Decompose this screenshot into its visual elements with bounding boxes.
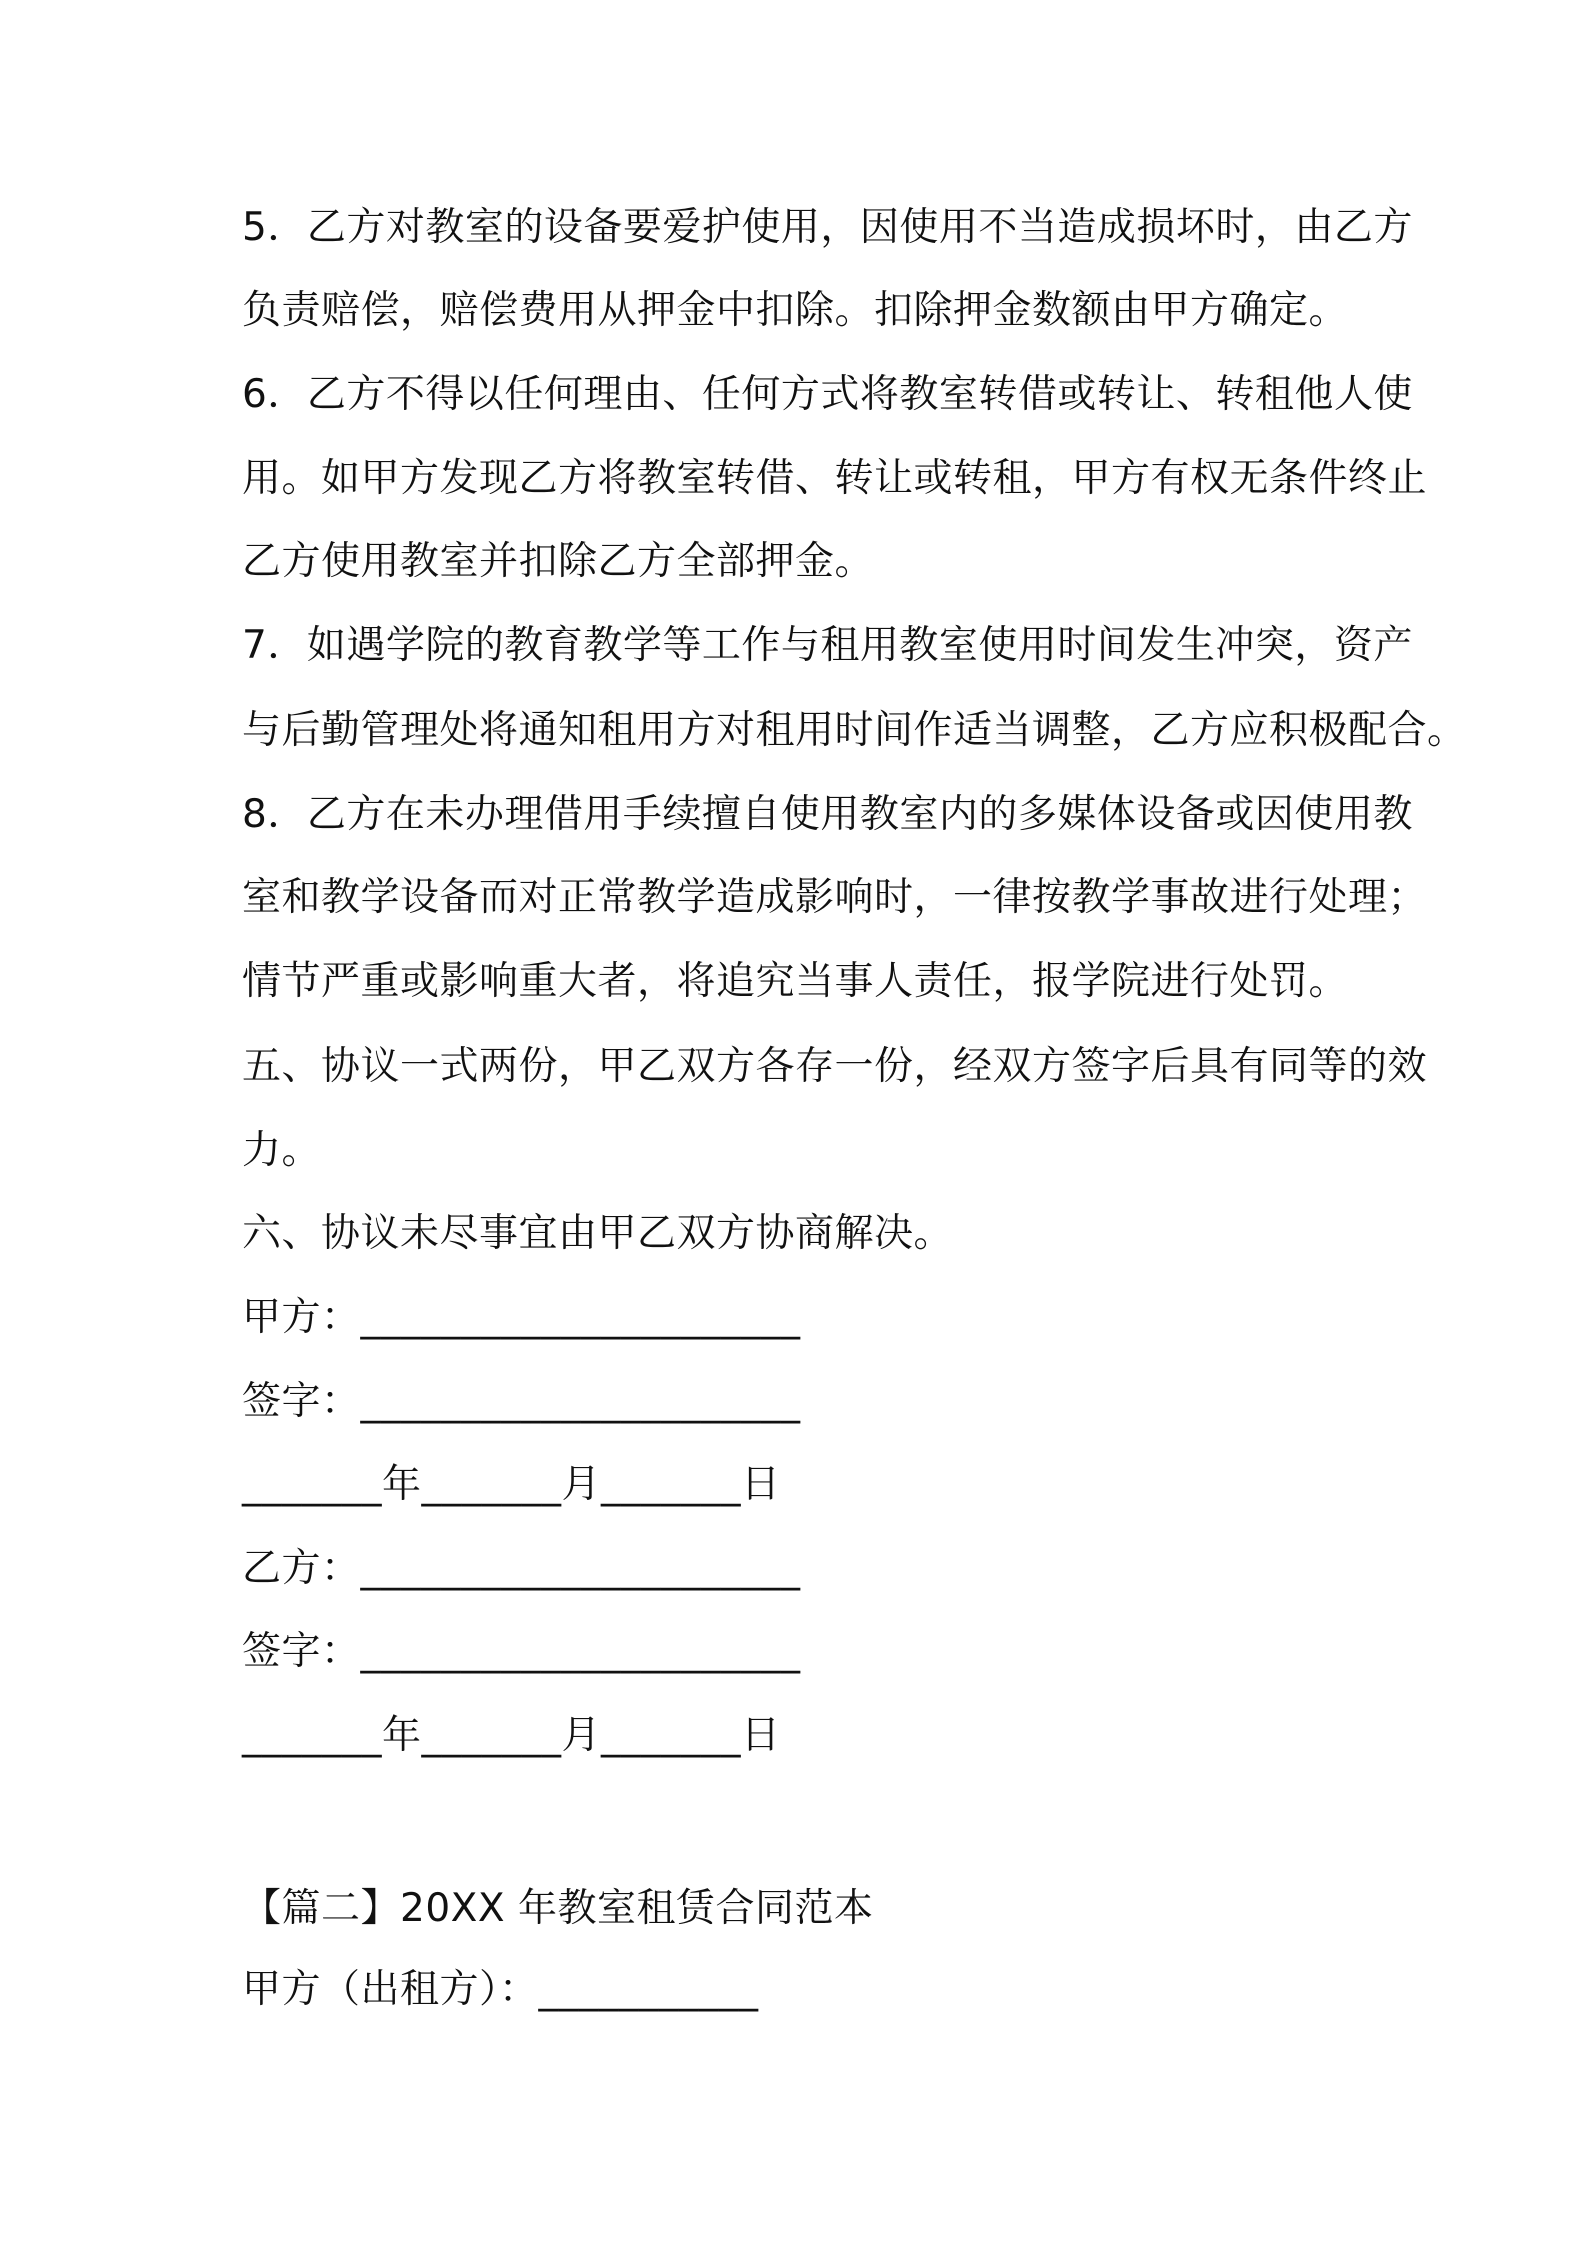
party-b-date-field: _______年_______月_______日: [242, 1713, 781, 1758]
paragraph-line: 5．乙方对教室的设备要爱护使用，因使用不当造成损坏时，由乙方: [242, 205, 1413, 250]
paragraph-line: 力。: [242, 1128, 322, 1173]
party-b-field: 乙方：______________________: [242, 1546, 801, 1591]
paragraph-line: 用。如甲方发现乙方将教室转借、转让或转租，甲方有权无条件终止: [242, 456, 1428, 501]
paragraph-line: 六、协议未尽事宜由甲乙双方协商解决。: [242, 1211, 954, 1256]
paragraph-line: 8．乙方在未办理借用手续擅自使用教室内的多媒体设备或因使用教: [242, 792, 1413, 837]
paragraph-line: 7．如遇学院的教育教学等工作与租用教室使用时间发生冲突，资产: [242, 623, 1413, 668]
paragraph-line: 情节严重或影响重大者，将追究当事人责任，报学院进行处罚。: [242, 959, 1349, 1004]
paragraph-line: 乙方使用教室并扣除乙方全部押金。: [242, 539, 875, 584]
lessor-field: 甲方（出租方）：___________: [242, 1967, 759, 2012]
paragraph-line: 五、协议一式两份，甲乙双方各存一份，经双方签字后具有同等的效: [242, 1044, 1428, 1089]
section-title: 【篇二】20XX 年教室租赁合同范本: [242, 1886, 874, 1931]
party-a-signature-field: 签字：______________________: [242, 1379, 801, 1424]
paragraph-line: 6．乙方不得以任何理由、任何方式将教室转借或转让、转租他人使: [242, 372, 1413, 417]
paragraph-line: 与后勤管理处将通知租用方对租用时间作适当调整，乙方应积极配合。: [242, 708, 1467, 753]
party-a-field: 甲方：______________________: [242, 1295, 801, 1340]
paragraph-line: 室和教学设备而对正常教学造成影响时，一律按教学事故进行处理；: [242, 875, 1428, 920]
party-a-date-field: _______年_______月_______日: [242, 1462, 781, 1507]
party-b-signature-field: 签字：______________________: [242, 1629, 801, 1674]
paragraph-line: 负责赔偿，赔偿费用从押金中扣除。扣除押金数额由甲方确定。: [242, 288, 1349, 333]
